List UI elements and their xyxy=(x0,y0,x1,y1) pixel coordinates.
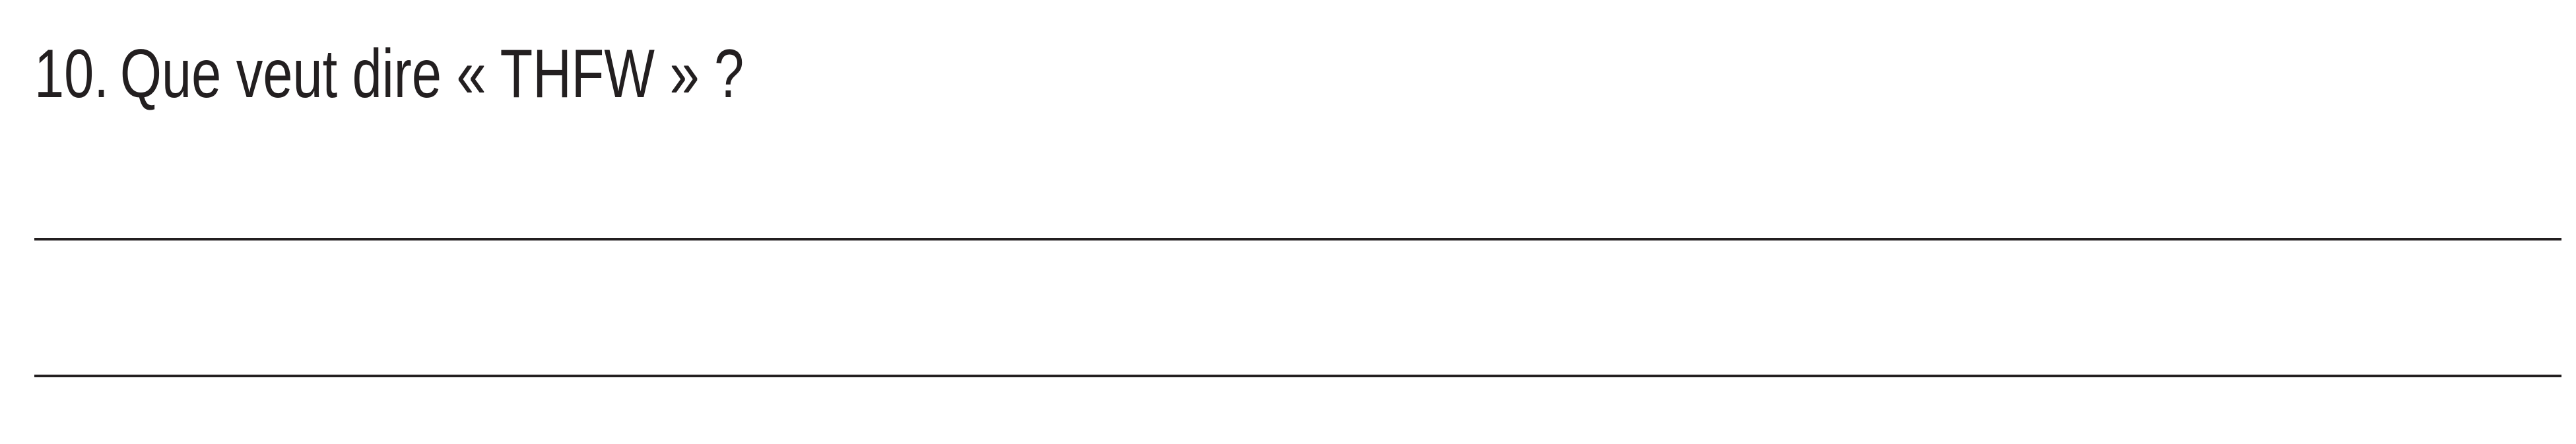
question-text-block xyxy=(34,33,744,116)
answer-line-2[interactable] xyxy=(34,375,2561,377)
question-prompt: Que veut dire « THFW » ? xyxy=(119,36,744,112)
question-number: 10. xyxy=(34,36,109,112)
answer-line-1[interactable] xyxy=(34,238,2561,240)
